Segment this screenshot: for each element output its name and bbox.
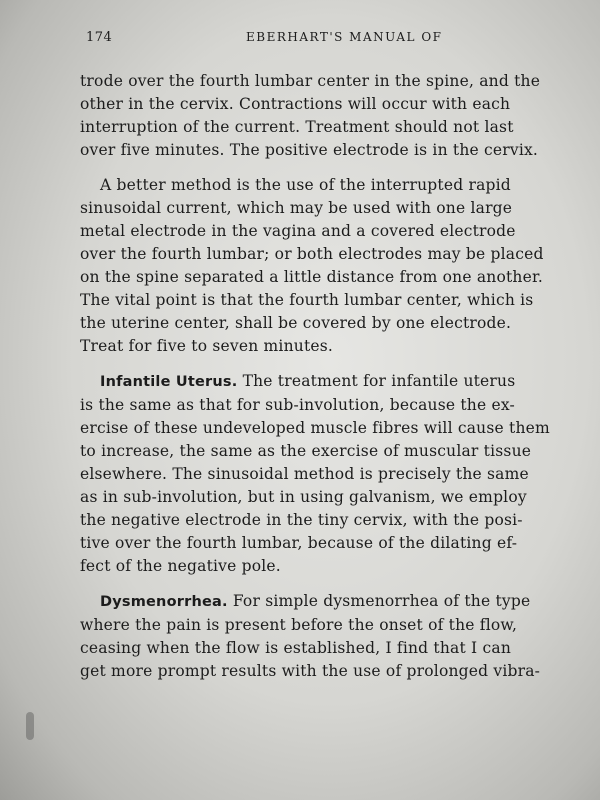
running-title: EBERHART'S MANUAL OF	[246, 30, 443, 44]
paragraph-continuation	[80, 70, 550, 162]
text-run: For simple dysmenorrhea of the type	[227, 592, 531, 610]
section-heading-dysmenorrhea: Dysmenorrhea.	[100, 594, 228, 610]
text-line: over the fourth lumbar; or both electrodes may be placed	[80, 245, 544, 263]
text-line: trode over the fourth lumbar center in the spine, and the	[80, 72, 541, 90]
text-line	[80, 370, 550, 394]
text-line: Treat for five to seven minutes.	[80, 337, 334, 355]
text-line: sinusoidal current, which may be used with one large	[80, 199, 513, 217]
text-line: get more prompt results with the use of prolonged vibra-	[80, 662, 541, 680]
body-text	[80, 70, 550, 695]
text-line: to increase, the same as the exercise of muscular tissue	[80, 442, 532, 460]
page-smudge	[26, 712, 34, 740]
page-number: 174	[86, 30, 113, 45]
text-line: metal electrode in the vagina and a covered electrode	[80, 222, 516, 240]
text-line: ceasing when the flow is established, I find that I can	[80, 639, 511, 657]
text-line: other in the cervix. Contractions will occur with each	[80, 95, 511, 113]
paragraph-infantile-uterus	[80, 370, 550, 578]
paragraph-better-method	[80, 174, 550, 358]
text-line: on the spine separated a little distance from one another.	[80, 268, 544, 286]
text-line: interruption of the current. Treatment should not last	[80, 118, 514, 136]
running-head	[86, 30, 566, 50]
text-line: ercise of these undeveloped muscle fibres will cause them	[80, 419, 550, 437]
text-line: tive over the fourth lumbar, because of the dilating ef-	[80, 534, 518, 552]
text-line	[80, 590, 550, 614]
text-line: elsewhere. The sinusoidal method is precisely the same	[80, 465, 529, 483]
text-line: over five minutes. The positive electrode is in the cervix.	[80, 141, 539, 159]
text-line: as in sub-involution, but in using galvanism, we employ	[80, 488, 527, 506]
paragraph-dysmenorrhea	[80, 590, 550, 683]
text-line: A better method is the use of the interrupted rapid	[100, 176, 511, 194]
text-line: The vital point is that the fourth lumbar center, which is	[80, 291, 534, 309]
text-line: the negative electrode in the tiny cervix, with the posi-	[80, 511, 523, 529]
text-line: the uterine center, shall be covered by one electrode.	[80, 314, 512, 332]
section-heading-infantile-uterus: Infantile Uterus.	[100, 374, 238, 390]
text-line: where the pain is present before the onset of the flow,	[80, 616, 518, 634]
text-line: is the same as that for sub-involution, because the ex-	[80, 396, 515, 414]
text-run: The treatment for infantile uterus	[237, 372, 516, 390]
text-line: fect of the negative pole.	[80, 557, 281, 575]
